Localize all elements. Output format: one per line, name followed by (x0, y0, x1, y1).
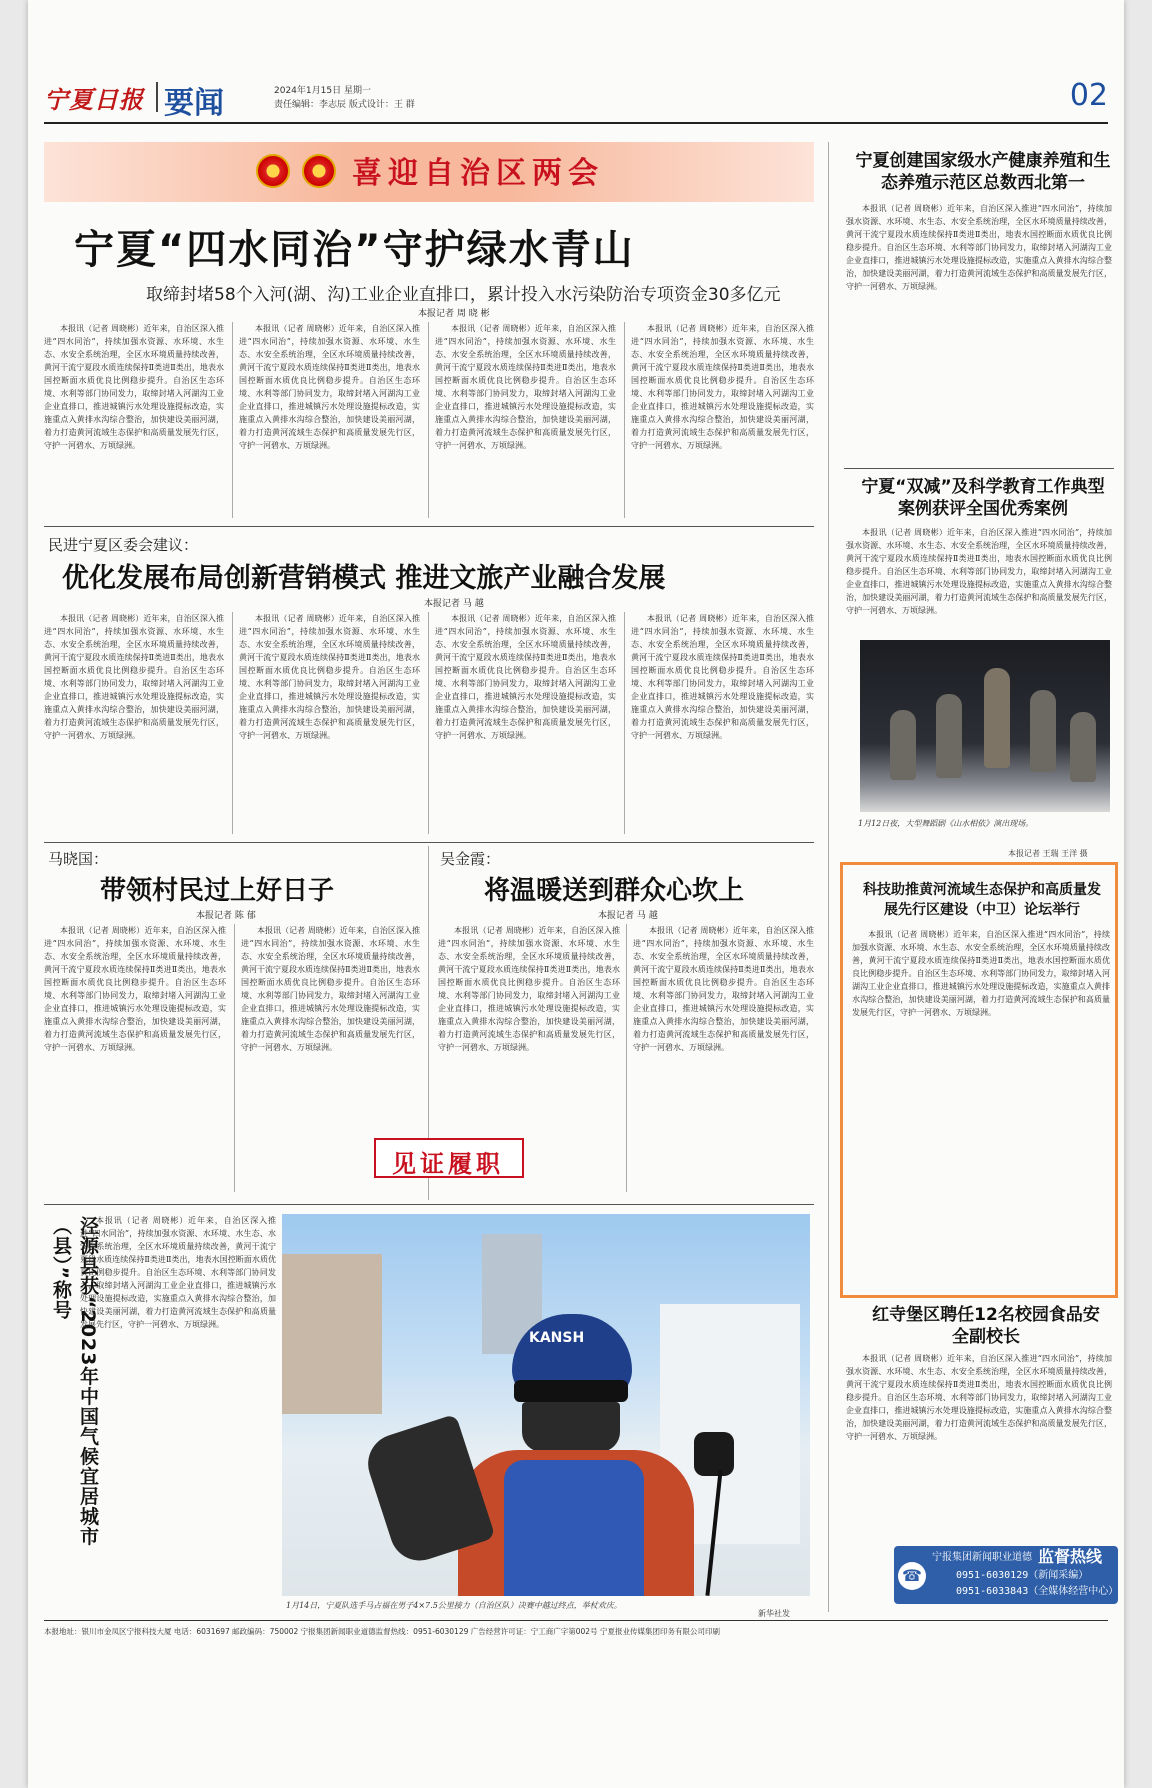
story4-headline: 将温暖送到群众心坎上 (484, 876, 745, 906)
lead-headline: 宁夏“四水同治”守护绿水青山 (74, 227, 635, 273)
story2-kicker: 民进宁夏区委会建议： (48, 536, 199, 554)
hotline-label: 监督热线 (1038, 1547, 1103, 1566)
dancer-figure (1030, 690, 1056, 772)
helmet-text: KANSH (529, 1330, 585, 1346)
story4-body-col1: 本报讯（记者 周晓彬）近年来，自治区深入推进“四水同治”，持续加强水资源、水环境、水生态、水安全系统治理，全区水环境质量持续改善，黄河干流宁夏段水质连续保持Ⅱ类进Ⅱ类出，地表水国控断面水质优良比例稳步提升。自治区生态环境、水利等部门协同发力，取缔封堵入河湖沟工业企业直排口，推进城镇污水处理设施提标改造，实施重点入黄排水沟综合整治，加快建设美丽河湖，着力打造黄河流域生态保护和高质量发展先行区，守护一河碧水、万顷绿洲。 (438, 926, 620, 1052)
dancer-figure (936, 694, 962, 778)
dancer-figure (1070, 712, 1096, 782)
glove-hand (694, 1432, 734, 1476)
hotline-title: 宁报集团新闻职业道德 (932, 1552, 1032, 1563)
masthead-info (274, 84, 415, 112)
masthead (44, 78, 1108, 124)
divider (44, 842, 814, 843)
story4-kicker: 吴金霞： (440, 850, 501, 868)
skier-bib (504, 1460, 644, 1596)
divider (44, 1204, 814, 1205)
story3-byline: 本报记者 陈 郁 (196, 911, 256, 921)
photo1-credit: 本报记者 王瑞 王洋 摄 (1008, 849, 1088, 858)
vertical-headline: 泾源县获“2023年中国气候宜居城市（县）”称号 (50, 1216, 99, 1547)
ethics-hotline (894, 1546, 1118, 1604)
right-story1-headline: 宁夏创建国家级水产健康养殖和生态养殖示范区总数西北第一 (855, 151, 1111, 193)
story4-body-col2: 本报讯（记者 周晓彬）近年来，自治区深入推进“四水同治”，持续加强水资源、水环境、水生态、水安全系统治理，全区水环境质量持续改善，黄河干流宁夏段水质连续保持Ⅱ类进Ⅱ类出，地表水国控断面水质优良比例稳步提升。自治区生态环境、水利等部门协同发力，取缔封堵入河湖沟工业企业直排口，推进城镇污水处理设施提标改造，实施重点入黄排水沟综合整治，加快建设美丽河湖，着力打造黄河流域生态保护和高质量发展先行区，守护一河碧水、万顷绿洲。 (626, 924, 814, 1192)
right-story3-body: 本报讯（记者 周晓彬）近年来，自治区深入推进“四水同治”，持续加强水资源、水环境、水生态、水安全系统治理，全区水环境质量持续改善，黄河干流宁夏段水质连续保持Ⅱ类进Ⅱ类出，地表水国控断面水质优良比例稳步提升。自治区生态环境、水利等部门协同发力，取缔封堵入河湖沟工业企业直排口，推进城镇污水处理设施提标改造，实施重点入黄排水沟综合整治，加快建设美丽河湖，着力打造黄河流域生态保护和高质量发展先行区，守护一河碧水、万顷绿洲。 (852, 930, 1110, 1017)
story3-body-col2: 本报讯（记者 周晓彬）近年来，自治区深入推进“四水同治”，持续加强水资源、水环境、水生态、水安全系统治理，全区水环境质量持续改善，黄河干流宁夏段水质连续保持Ⅱ类进Ⅱ类出，地表水国控断面水质优良比例稳步提升。自治区生态环境、水利等部门协同发力，取缔封堵入河湖沟工业企业直排口，推进城镇污水处理设施提标改造，实施重点入黄排水沟综合整治，加快建设美丽河湖，着力打造黄河流域生态保护和高质量发展先行区，守护一河碧水、万顷绿洲。 (234, 924, 420, 1192)
photo-dance (860, 640, 1110, 812)
vertical-story-body: 本报讯（记者 周晓彬）近年来，自治区深入推进“四水同治”，持续加强水资源、水环境、水生态、水安全系统治理，全区水环境质量持续改善，黄河干流宁夏段水质连续保持Ⅱ类进Ⅱ类出，地表水国控断面水质优良比例稳步提升。自治区生态环境、水利等部门协同发力，取缔封堵入河湖沟工业企业直排口，推进城镇污水处理设施提标改造，实施重点入黄排水沟综合整治，加快建设美丽河湖，着力打造黄河流域生态保护和高质量发展先行区，守护一河碧水、万顷绿洲。 (80, 1216, 276, 1329)
right-story2-body: 本报讯（记者 周晓彬）近年来，自治区深入推进“四水同治”，持续加强水资源、水环境、水生态、水安全系统治理，全区水环境质量持续改善，黄河干流宁夏段水质连续保持Ⅱ类进Ⅱ类出，地表水国控断面水质优良比例稳步提升。自治区生态环境、水利等部门协同发力，取缔封堵入河湖沟工业企业直排口，推进城镇污水处理设施提标改造，实施重点入黄排水沟综合整治，加快建设美丽河湖，着力打造黄河流域生态保护和高质量发展先行区，守护一河碧水、万顷绿洲。 (846, 528, 1112, 615)
lead-byline: 本报记者 周 晓 彬 (418, 309, 490, 319)
story2-headline: 优化发展布局创新营销模式 推进文旅产业融合发展 (62, 563, 666, 594)
story2-body-col1: 本报讯（记者 周晓彬）近年来，自治区深入推进“四水同治”，持续加强水资源、水环境、水生态、水安全系统治理，全区水环境质量持续改善，黄河干流宁夏段水质连续保持Ⅱ类进Ⅱ类出，地表水国控断面水质优良比例稳步提升。自治区生态环境、水利等部门协同发力，取缔封堵入河湖沟工业企业直排口，推进城镇污水处理设施提标改造，实施重点入黄排水沟综合整治，加快建设美丽河湖，着力打造黄河流域生态保护和高质量发展先行区，守护一河碧水、万顷绿洲。 (44, 614, 224, 740)
dancer-figure (984, 668, 1010, 768)
photo-skier (282, 1214, 810, 1596)
date-line: 2024年1月15日 星期一 (274, 86, 371, 96)
story2-body-col3: 本报讯（记者 周晓彬）近年来，自治区深入推进“四水同治”，持续加强水资源、水环境、水生态、水安全系统治理，全区水环境质量持续改善，黄河干流宁夏段水质连续保持Ⅱ类进Ⅱ类出，地表水国控断面水质优良比例稳步提升。自治区生态环境、水利等部门协同发力，取缔封堵入河湖沟工业企业直排口，推进城镇污水处理设施提标改造，实施重点入黄排水沟综合整治，加快建设美丽河湖，着力打造黄河流域生态保护和高质量发展先行区，守护一河碧水、万顷绿洲。 (428, 612, 616, 834)
right-story1-body: 本报讯（记者 周晓彬）近年来，自治区深入推进“四水同治”，持续加强水资源、水环境、水生态、水安全系统治理，全区水环境质量持续改善，黄河干流宁夏段水质连续保持Ⅱ类进Ⅱ类出，地表水国控断面水质优良比例稳步提升。自治区生态环境、水利等部门协同发力，取缔封堵入河湖沟工业企业直排口，推进城镇污水处理设施提标改造，实施重点入黄排水沟综合整治，加快建设美丽河湖，着力打造黄河流域生态保护和高质量发展先行区，守护一河碧水、万顷绿洲。 (846, 204, 1112, 291)
banner-title: 喜迎自治区两会 (352, 156, 604, 191)
story3-body-col1: 本报讯（记者 周晓彬）近年来，自治区深入推进“四水同治”，持续加强水资源、水环境、水生态、水安全系统治理，全区水环境质量持续改善，黄河干流宁夏段水质连续保持Ⅱ类进Ⅱ类出，地表水国控断面水质优良比例稳步提升。自治区生态环境、水利等部门协同发力，取缔封堵入河湖沟工业企业直排口，推进城镇污水处理设施提标改造，实施重点入黄排水沟综合整治，加快建设美丽河湖，着力打造黄河流域生态保护和高质量发展先行区，守护一河碧水、万顷绿洲。 (44, 926, 226, 1052)
banner (44, 142, 814, 202)
dancer-figure (890, 710, 916, 780)
editors-line: 责任编辑：李志辰 版式设计：王 群 (274, 100, 415, 110)
section-title: 要闻 (164, 86, 224, 121)
right-story3-headline: 科技助推黄河流域生态保护和高质量发展先行区建设（中卫）论坛举行 (863, 882, 1101, 918)
hotline-phone2: 0951-6033843（全媒体经营中心） (956, 1586, 1119, 1597)
masthead-divider (156, 82, 158, 112)
stamp-label: 见证履职 (392, 1150, 504, 1178)
story3-kicker: 马晓国： (48, 850, 109, 868)
lead-body-col4: 本报讯（记者 周晓彬）近年来，自治区深入推进“四水同治”，持续加强水资源、水环境、水生态、水安全系统治理，全区水环境质量持续改善，黄河干流宁夏段水质连续保持Ⅱ类进Ⅱ类出，地表水国控断面水质优良比例稳步提升。自治区生态环境、水利等部门协同发力，取缔封堵入河湖沟工业企业直排口，推进城镇污水处理设施提标改造，实施重点入黄排水沟综合整治，加快建设美丽河湖，着力打造黄河流域生态保护和高质量发展先行区，守护一河碧水、万顷绿洲。 (624, 322, 814, 518)
story2-byline: 本报记者 马 越 (424, 599, 484, 609)
lead-subhead: 取缔封堵58个入河(湖、沟)工业企业直排口，累计投入水污染防治专项资金30多亿元 (146, 285, 781, 305)
page-number: 02 (1069, 78, 1108, 113)
newspaper-page (28, 0, 1124, 1788)
story2-body-col2: 本报讯（记者 周晓彬）近年来，自治区深入推进“四水同治”，持续加强水资源、水环境、水生态、水安全系统治理，全区水环境质量持续改善，黄河干流宁夏段水质连续保持Ⅱ类进Ⅱ类出，地表水国控断面水质优良比例稳步提升。自治区生态环境、水利等部门协同发力，取缔封堵入河湖沟工业企业直排口，推进城镇污水处理设施提标改造，实施重点入黄排水沟综合整治，加快建设美丽河湖，着力打造黄河流域生态保护和高质量发展先行区，守护一河碧水、万顷绿洲。 (232, 612, 420, 834)
witness-stamp (374, 1138, 524, 1178)
right-story2-headline: 宁夏“双减”及科学教育工作典型案例获评全国优秀案例 (861, 477, 1105, 519)
photo2-credit: 新华社发 (758, 1609, 790, 1618)
phone-icon: ☎ (898, 1562, 926, 1590)
photo1-caption: 1月12日夜，大型舞蹈剧《山水相依》演出现场。 (858, 819, 1034, 828)
lead-body-col3: 本报讯（记者 周晓彬）近年来，自治区深入推进“四水同治”，持续加强水资源、水环境、水生态、水安全系统治理，全区水环境质量持续改善，黄河干流宁夏段水质连续保持Ⅱ类进Ⅱ类出，地表水国控断面水质优良比例稳步提升。自治区生态环境、水利等部门协同发力，取缔封堵入河湖沟工业企业直排口，推进城镇污水处理设施提标改造，实施重点入黄排水沟综合整治，加快建设美丽河湖，着力打造黄河流域生态保护和高质量发展先行区，守护一河碧水、万顷绿洲。 (428, 322, 616, 518)
emblem-icon (256, 154, 290, 188)
skier-goggles (514, 1380, 628, 1402)
skier-face-mask (522, 1402, 620, 1452)
right-story4-body: 本报讯（记者 周晓彬）近年来，自治区深入推进“四水同治”，持续加强水资源、水环境、水生态、水安全系统治理，全区水环境质量持续改善，黄河干流宁夏段水质连续保持Ⅱ类进Ⅱ类出，地表水国控断面水质优良比例稳步提升。自治区生态环境、水利等部门协同发力，取缔封堵入河湖沟工业企业直排口，推进城镇污水处理设施提标改造，实施重点入黄排水沟综合整治，加快建设美丽河湖，着力打造黄河流域生态保护和高质量发展先行区，守护一河碧水、万顷绿洲。 (846, 1354, 1112, 1441)
lead-body-col1: 本报讯（记者 周晓彬）近年来，自治区深入推进“四水同治”，持续加强水资源、水环境、水生态、水安全系统治理，全区水环境质量持续改善，黄河干流宁夏段水质连续保持Ⅱ类进Ⅱ类出，地表水国控断面水质优良比例稳步提升。自治区生态环境、水利等部门协同发力，取缔封堵入河湖沟工业企业直排口，推进城镇污水处理设施提标改造，实施重点入黄排水沟综合整治，加快建设美丽河湖，着力打造黄河流域生态保护和高质量发展先行区，守护一河碧水、万顷绿洲。 (44, 324, 224, 450)
building-shape (282, 1254, 382, 1414)
story4-byline: 本报记者 马 越 (598, 911, 658, 921)
divider (828, 142, 829, 1612)
divider (44, 526, 814, 527)
lead-body-col2: 本报讯（记者 周晓彬）近年来，自治区深入推进“四水同治”，持续加强水资源、水环境、水生态、水安全系统治理，全区水环境质量持续改善，黄河干流宁夏段水质连续保持Ⅱ类进Ⅱ类出，地表水国控断面水质优良比例稳步提升。自治区生态环境、水利等部门协同发力，取缔封堵入河湖沟工业企业直排口，推进城镇污水处理设施提标改造，实施重点入黄排水沟综合整治，加快建设美丽河湖，着力打造黄河流域生态保护和高质量发展先行区，守护一河碧水、万顷绿洲。 (232, 322, 420, 518)
hotline-phone1: 0951-6030129（新闻采编） (956, 1570, 1089, 1581)
story3-headline: 带领村民过上好日子 (100, 876, 335, 906)
paper-logo: 宁夏日报 (44, 85, 144, 114)
divider (844, 468, 1114, 469)
footer: 本报地址：银川市金凤区宁报科技大厦 电话：6031697 邮政编码：750002 宁报集团新闻职业道德监督热线：0951-6030129 广告经营许可证：宁工商广字第002号 宁夏报业传媒集团印务有限公司印刷 (44, 1620, 1108, 1640)
right-story4-headline: 红寺堡区聘任12名校园食品安全副校长 (872, 1305, 1100, 1347)
photo2-caption: 1月14日，宁夏队选手马占福在男子4×7.5公里接力（自治区队）决赛中越过终点，举杖欢庆。 (286, 1601, 622, 1610)
emblem-icon (302, 154, 336, 188)
story2-body-col4: 本报讯（记者 周晓彬）近年来，自治区深入推进“四水同治”，持续加强水资源、水环境、水生态、水安全系统治理，全区水环境质量持续改善，黄河干流宁夏段水质连续保持Ⅱ类进Ⅱ类出，地表水国控断面水质优良比例稳步提升。自治区生态环境、水利等部门协同发力，取缔封堵入河湖沟工业企业直排口，推进城镇污水处理设施提标改造，实施重点入黄排水沟综合整治，加快建设美丽河湖，着力打造黄河流域生态保护和高质量发展先行区，守护一河碧水、万顷绿洲。 (624, 612, 814, 834)
